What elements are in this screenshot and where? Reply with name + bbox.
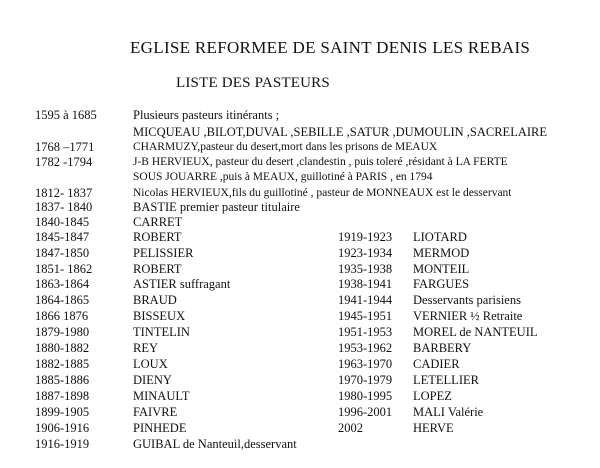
left-date: 1845-1847 [35, 230, 90, 244]
left-date: 1879-1980 [35, 325, 90, 339]
left-name: GUIBAL de Nanteuil,desservant [133, 437, 297, 451]
right-name: VERNIER ½ Retraite [413, 309, 523, 323]
row-text: MICQUEAU ,BILOT,DUVAL ,SEBILLE ,SATUR ,DUMOULIN ,SACRELAIRE [133, 125, 547, 139]
document-subtitle: LISTE DES PASTEURS [176, 75, 330, 91]
left-name: TINTELIN [133, 325, 190, 339]
list-row [0, 229, 600, 246]
row-date: 1768 –1771 [35, 140, 95, 154]
list-row [0, 324, 600, 341]
left-name: FAIVRE [133, 405, 178, 419]
left-date: 1887-1898 [35, 389, 90, 403]
right-name: HERVE [413, 421, 454, 435]
list-row [0, 245, 600, 262]
list-row [0, 276, 600, 293]
left-name: DIENY [133, 373, 172, 387]
list-row [0, 292, 600, 309]
row-date: 1812- 1837 [35, 186, 93, 200]
right-name: LIOTARD [413, 230, 467, 244]
right-name: MOREL de NANTEUIL [413, 325, 538, 339]
right-name: BARBERY [413, 341, 472, 355]
right-date: 1996-2001 [338, 405, 393, 419]
right-date: 2002 [338, 421, 363, 435]
list-row [0, 404, 600, 421]
list-row [0, 372, 600, 389]
row-text: CARRET [133, 215, 183, 229]
row-date: 1840-1845 [35, 215, 90, 229]
document-title: EGLISE REFORMEE DE SAINT DENIS LES REBAIS [130, 38, 531, 57]
right-name: MONTEIL [413, 262, 470, 276]
right-date: 1970-1979 [338, 373, 393, 387]
left-date: 1916-1919 [35, 437, 90, 451]
row-text: SOUS JOUARRE ,puis à MEAUX, guillotiné à PARIS , en 1794 [133, 171, 433, 183]
left-name: ASTIER suffragant [133, 277, 231, 291]
list-row [0, 420, 600, 437]
right-date: 1945-1951 [338, 309, 393, 323]
list-row [0, 388, 600, 405]
right-date: 1938-1941 [338, 277, 393, 291]
left-date: 1851- 1862 [35, 262, 93, 276]
left-name: REY [133, 341, 158, 355]
left-name: ROBERT [133, 262, 182, 276]
left-name: PELISSIER [133, 246, 194, 260]
right-name: LOPEZ [413, 389, 452, 403]
right-date: 1963-1970 [338, 357, 393, 371]
row-date: 1595 à 1685 [35, 108, 97, 122]
list-row [0, 340, 600, 357]
left-date: 1866 1876 [35, 309, 89, 323]
right-date: 1980-1995 [338, 389, 393, 403]
right-date: 1941-1944 [338, 293, 393, 307]
right-date: 1919-1923 [338, 230, 393, 244]
left-date: 1863-1864 [35, 277, 90, 291]
left-date: 1899-1905 [35, 405, 90, 419]
left-date: 1885-1886 [35, 373, 90, 387]
right-name: MERMOD [413, 246, 470, 260]
right-date: 1951-1953 [338, 325, 393, 339]
left-date: 1880-1882 [35, 341, 90, 355]
left-date: 1882-1885 [35, 357, 90, 371]
right-name: CADIER [413, 357, 460, 371]
right-name: Desservants parisiens [413, 293, 521, 307]
left-name: BRAUD [133, 293, 177, 307]
left-name: MINAULT [133, 389, 190, 403]
row-date: 1782 -1794 [35, 155, 93, 169]
row-text: J-B HERVIEUX, pasteur du desert ,clandestin , puis toleré ,résidant à LA FERTE [133, 156, 508, 168]
list-row [0, 436, 600, 453]
row-text: Plusieurs pasteurs itinérants ; [133, 108, 280, 122]
right-name: LETELLIER [413, 373, 479, 387]
right-date: 1953-1962 [338, 341, 393, 355]
row-date: 1837- 1840 [35, 200, 93, 214]
left-name: LOUX [133, 357, 168, 371]
list-row [0, 308, 600, 325]
row-text: CHARMUZY,pasteur du desert,mort dans les prisons de MEAUX [133, 141, 438, 153]
right-date: 1923-1934 [338, 246, 393, 260]
left-date: 1906-1916 [35, 421, 90, 435]
left-date: 1864-1865 [35, 293, 90, 307]
list-row [0, 356, 600, 373]
row-text: BASTIE premier pasteur titulaire [133, 200, 300, 214]
left-name: BISSEUX [133, 309, 186, 323]
left-name: PINHEDE [133, 421, 187, 435]
right-name: MALI Valérie [413, 405, 484, 419]
left-name: ROBERT [133, 230, 182, 244]
right-name: FARGUES [413, 277, 470, 291]
pastor-row [0, 169, 600, 186]
right-date: 1935-1938 [338, 262, 393, 276]
left-date: 1847-1850 [35, 246, 90, 260]
row-text: Nicolas HERVIEUX,fils du guillotiné , pasteur de MONNEAUX est le desservant [133, 187, 512, 199]
pastor-row [0, 107, 600, 124]
